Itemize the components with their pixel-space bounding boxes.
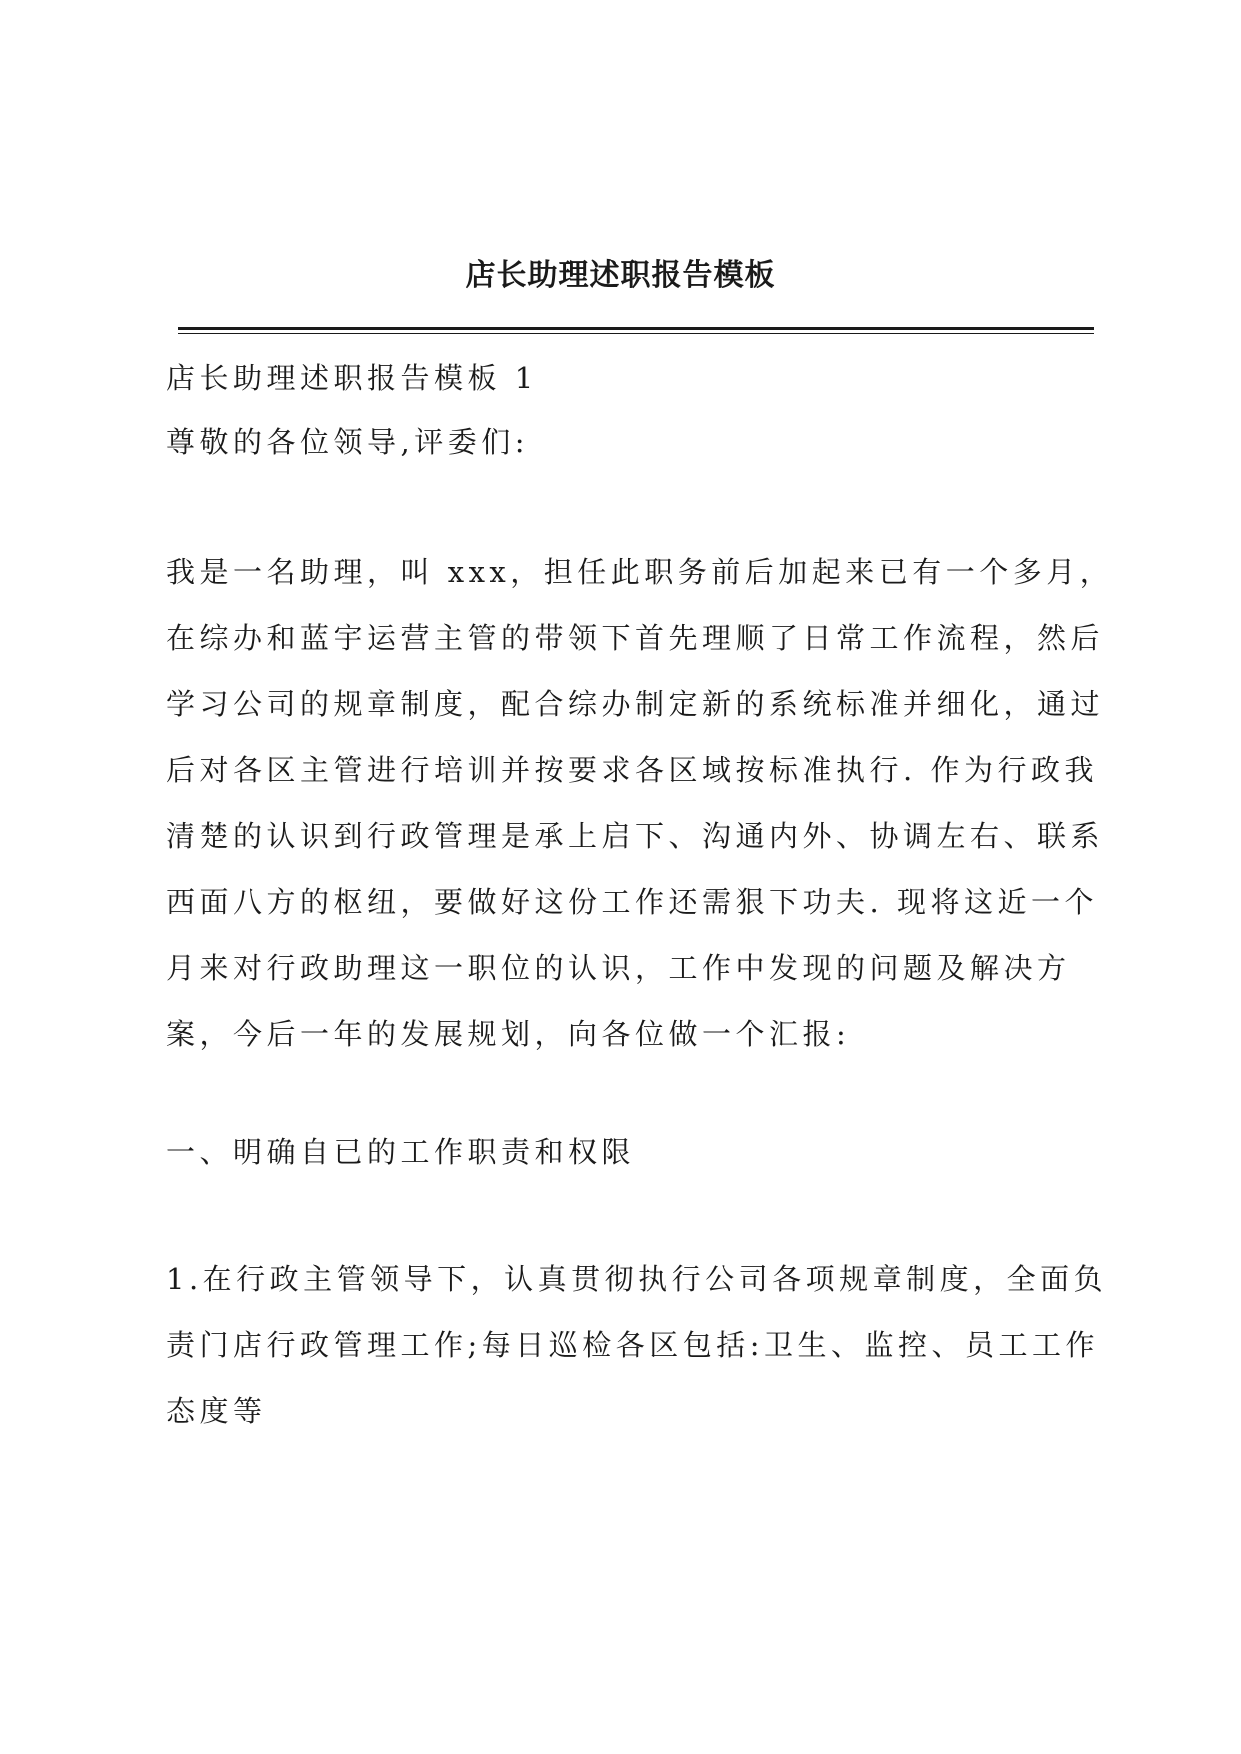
intro-line: 清楚的认识到行政管理是承上启下、沟通内外、协调左右、联系 [166,819,1105,853]
item-1-paragraph [166,1246,1108,1444]
salutation: 尊敬的各位领导,评委们: [166,425,529,459]
title-rule-thick [178,327,1094,330]
subtitle: 店长助理述职报告模板 1 [166,361,538,395]
intro-line: 西面八方的枢纽，要做好这份工作还需狠下功夫. 现将这近一个 [166,885,1098,919]
intro-line: 学习公司的规章制度，配合综办制定新的系统标准并细化，通过 [166,687,1105,721]
document-title: 店长助理述职报告模板 [465,258,776,293]
intro-line: 月来对行政助理这一职位的认识，工作中发现的问题及解决方 [166,951,1071,985]
intro-paragraph [166,539,1114,1067]
intro-line: 案，今后一年的发展规划，向各位做一个汇报: [166,1017,851,1051]
intro-line: 后对各区主管进行培训并按要求各区域按标准执行. 作为行政我 [166,753,1098,787]
intro-line: 我是一名助理，叫 xxx，担任此职务前后加起来已有一个多月， [166,555,1114,589]
intro-line: 在综办和蓝宇运营主管的带领下首先理顺了日常工作流程，然后 [166,621,1105,655]
item-1-line: 态度等 [166,1394,267,1428]
title-rule-thin [178,333,1094,334]
item-1-line: 责门店行政管理工作;每日巡检各区包括:卫生、监控、员工工作 [166,1328,1100,1362]
section-heading: 一、明确自已的工作职责和权限 [166,1135,636,1169]
item-1-line: 1.在行政主管领导下，认真贯彻执行公司各项规章制度，全面负 [166,1262,1108,1296]
